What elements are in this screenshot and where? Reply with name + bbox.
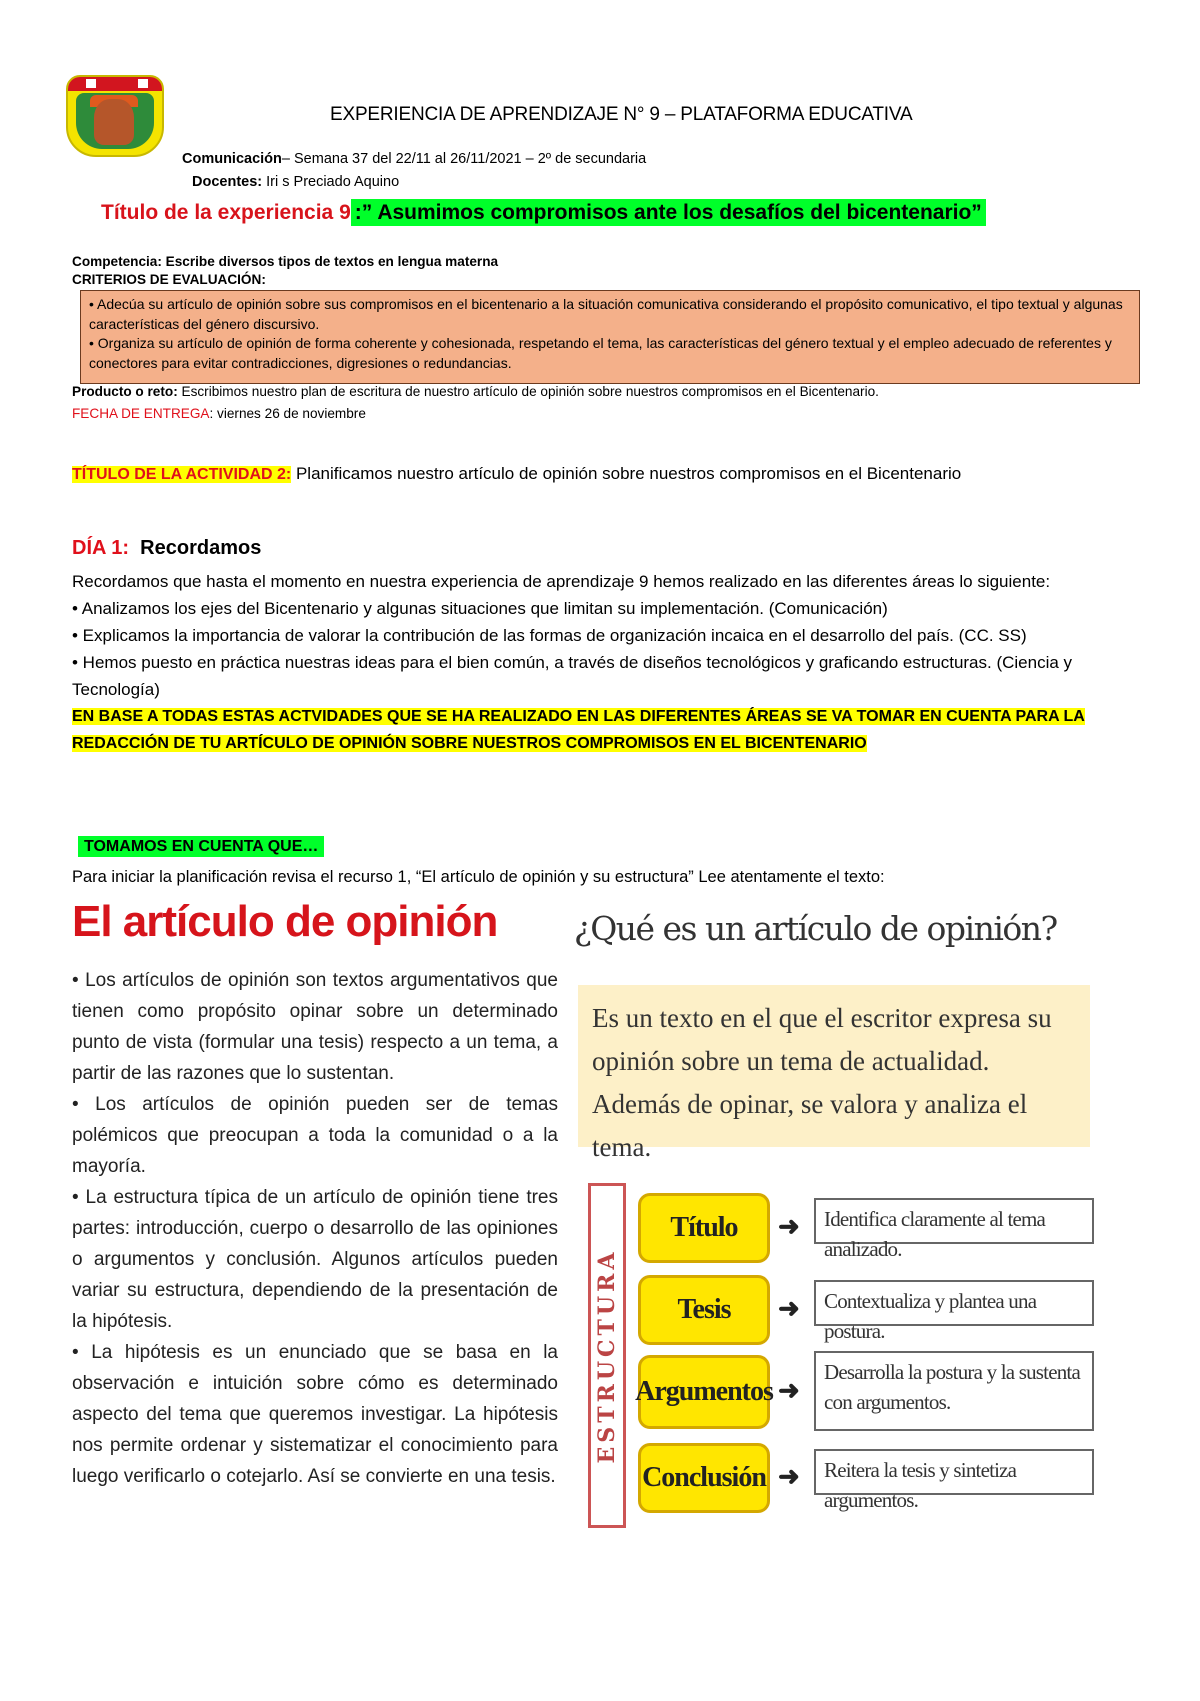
arrow-icon: ➜ [778, 1211, 800, 1241]
day-item-3: • Hemos puesto en práctica nuestras ideas para el bien común, a través de diseños tecnológicos y graficando estructuras. (Ciencia y Tecnología) [72, 653, 1073, 699]
experience-title [101, 201, 986, 225]
structure-desc-tesis: Contextualiza y plantea una postura. [814, 1280, 1094, 1326]
arrow-icon: ➜ [778, 1293, 800, 1323]
criteria-label: CRITERIOS DE EVALUACIÓN: [72, 272, 266, 287]
day-highlight: EN BASE A TODAS ESTAS ACTVIDADES QUE SE HA REALIZADO EN LAS DIFERENTES ÁREAS SE VA TOMAR EN CUENTA PARA LA REDACCIÓN DE TU ARTÍCULO DE OPINIÓN SOBRE NUESTROS COMPROMISOS EN EL BICENTENARIO [72, 708, 1085, 752]
resource-question: ¿Qué es un artículo de opinión? [574, 909, 1057, 948]
structure-diagram [588, 1183, 1090, 1528]
course-line [182, 151, 646, 167]
competencia-label: Competencia: [72, 254, 162, 269]
delivery-date-value: : viernes 26 de noviembre [209, 406, 366, 421]
competencia-value: Escribe diversos tipos de textos en lengua materna [165, 254, 499, 269]
tomamos-heading: TOMAMOS EN CUENTA QUE… [78, 838, 324, 856]
resource-bullet-3: • La estructura típica de un artículo de opinión tiene tres partes: introducción, cuerpo o desarrollo de las opiniones o argumentos y conclusión. Algunos artículos pueden variar su estructura, dependiendo de la presentación de la hipótesis. [72, 1187, 558, 1332]
structure-vertical-label: ESTRUCTURA [588, 1183, 626, 1528]
teachers-value: Iri s Preciado Aquino [266, 174, 400, 190]
arrow-icon: ➜ [778, 1375, 800, 1405]
teachers-line [192, 174, 399, 190]
structure-desc-titulo: Identifica claramente al tema analizado. [814, 1198, 1094, 1244]
structure-desc-argumentos: Desarrolla la postura y la sustenta con argumentos. [814, 1351, 1094, 1431]
course-detail: – Semana 37 del 22/11 al 26/11/2021 – 2º de secundaria [281, 151, 647, 167]
structure-pill-conclusion: Conclusión [638, 1443, 770, 1513]
criteria-item-2: • Organiza su artículo de opinión de forma coherente y cohesionada, respetando el tema, las características del género textual y el empleo adecuado de referentes y conectores para evitar contradicciones, digresiones o redundancias. [89, 335, 1112, 371]
competencia-line [72, 253, 498, 271]
definition-box: Es un texto en el que el escritor expresa su opinión sobre un tema de actualidad. Además de opinar, se valora y analiza el tema. [578, 985, 1090, 1147]
day-intro: Recordamos que hasta el momento en nuestra experiencia de aprendizaje 9 hemos realizado en las diferentes áreas lo siguiente: [72, 572, 1051, 591]
teachers-label: Docentes: [192, 174, 263, 190]
experience-title-highlight: :” Asumimos compromisos ante los desafíos del bicentenario” [351, 199, 986, 226]
structure-pill-argumentos: Argumentos [638, 1355, 770, 1429]
resource-left-title: El artículo de opinión [72, 897, 498, 946]
product-label: Producto o reto: [72, 384, 178, 399]
day-item-1: • Analizamos los ejes del Bicentenario y algunas situaciones que limitan su implementación. (Comunicación) [72, 599, 888, 618]
resource-left-panel [72, 897, 574, 1497]
tomamos-text: Para iniciar la planificación revisa el recurso 1, “El artículo de opinión y su estructura” Lee atentamente el texto: [72, 868, 885, 886]
activity-title-text: Planificamos nuestro artículo de opinión sobre nuestros compromisos en el Bicentenario [291, 464, 962, 483]
day-title: Recordamos [140, 537, 262, 559]
resource-bullet-1: • Los artículos de opinión son textos argumentativos que tienen como propósito opinar sobre un determinado punto de vista (formular una tesis) respecto a un tema, a partir de las razones que lo sustentan. [72, 970, 558, 1084]
criteria-box [80, 290, 1140, 384]
activity-title [72, 460, 1132, 488]
structure-pill-titulo: Título [638, 1193, 770, 1263]
day-content [72, 568, 1132, 757]
structure-pill-tesis: Tesis [638, 1275, 770, 1345]
product-value: Escribimos nuestro plan de escritura de nuestro artículo de opinión sobre nuestros compromisos en el Bicentenario. [181, 384, 879, 399]
course-label: Comunicación [182, 151, 282, 167]
delivery-date-line [72, 405, 366, 423]
school-logo [66, 75, 164, 157]
document-title: EXPERIENCIA DE APRENDIZAJE N° 9 – PLATAFORMA EDUCATIVA [330, 104, 913, 125]
day-item-2: • Explicamos la importancia de valorar la contribución de las formas de organización incaica en el desarrollo del país. (CC. SS) [72, 626, 1027, 645]
experience-label: Título de la experiencia 9 [101, 201, 351, 224]
resource-bullet-2: • Los artículos de opinión pueden ser de temas polémicos que preocupan a toda la comunidad o a la mayoría. [72, 1094, 558, 1177]
product-line [72, 383, 879, 401]
day-label: DÍA 1: [72, 537, 130, 559]
resource-right-panel [570, 897, 1104, 1537]
arrow-icon: ➜ [778, 1461, 800, 1491]
structure-desc-conclusion: Reitera la tesis y sintetiza argumentos. [814, 1449, 1094, 1495]
activity-label: TÍTULO DE LA ACTIVIDAD 2: [72, 466, 292, 483]
day-heading [72, 537, 261, 560]
criteria-item-1: • Adecúa su artículo de opinión sobre sus compromisos en el bicentenario a la situación comunicativa considerando el propósito comunicativo, el tipo textual y algunas características del género discursivo. [89, 296, 1123, 332]
resource-bullet-4: • La hipótesis es un enunciado que se basa en la observación e intuición sobre cómo es determinado aspecto del tema que queremos investigar. La hipótesis nos permite ordenar y sistematizar el conocimiento para luego verificarlo o cotejarlo. Así se convierte en una tesis. [72, 1342, 558, 1487]
delivery-date-label: FECHA DE ENTREGA [72, 406, 210, 421]
